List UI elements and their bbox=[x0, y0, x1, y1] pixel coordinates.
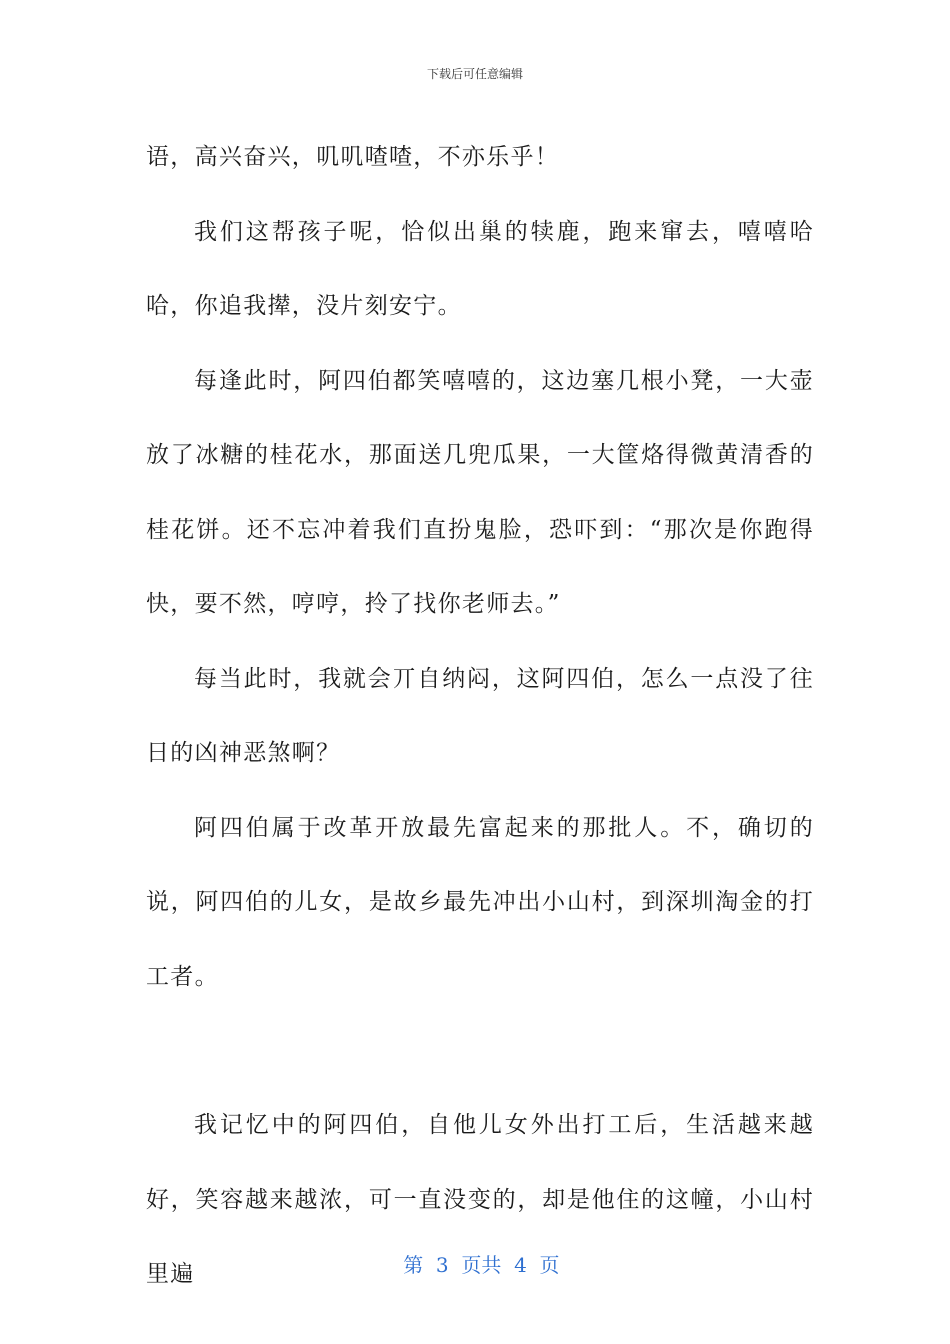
document-body bbox=[146, 120, 814, 1312]
page-number-label: 第 3 页共 4 页 bbox=[403, 1253, 560, 1277]
header-note: 下载后可任意编辑 bbox=[426, 67, 523, 81]
paragraph-1: 语，高兴奋兴，叽叽喳喳，不亦乐乎！ bbox=[146, 144, 560, 170]
paragraph-5: 阿四伯属于改革开放最先富起来的那批人。不，确切的说，阿四伯的儿女，是故乡最先冲出小山村，到深圳淘金的打工者。 bbox=[146, 814, 814, 990]
paragraph-2: 我们这帮孩子呢，恰似出巢的犊鹿，跑来窜去，嘻嘻哈哈，你追我撵，没片刻安宁。 bbox=[146, 218, 814, 319]
page-header bbox=[0, 66, 950, 82]
paragraph-4: 每当此时，我就会丌自纳闷，这阿四伯，怎么一点没了往日的凶神恶煞啊？ bbox=[146, 665, 814, 766]
paragraph-6: 我记忆中的阿四伯，自他儿女外出打工后，生活越来越好，笑容越来越浓，可一直没变的，却是他住的这幢，小山村里遍 bbox=[146, 1112, 814, 1287]
page-footer bbox=[0, 1226, 950, 1278]
paragraph-3: 每逢此时，阿四伯都笑嘻嘻的，这边塞几根小凳，一大壶放了冰糖的桂花水，那面送几兜瓜果，一大筐烙得微黄清香的桂花饼。还不忘冲着我们直扮鬼脸，恐吓到：“那次是你跑得快，要不然，哼哼，拎了找你老师去。” bbox=[146, 367, 814, 617]
